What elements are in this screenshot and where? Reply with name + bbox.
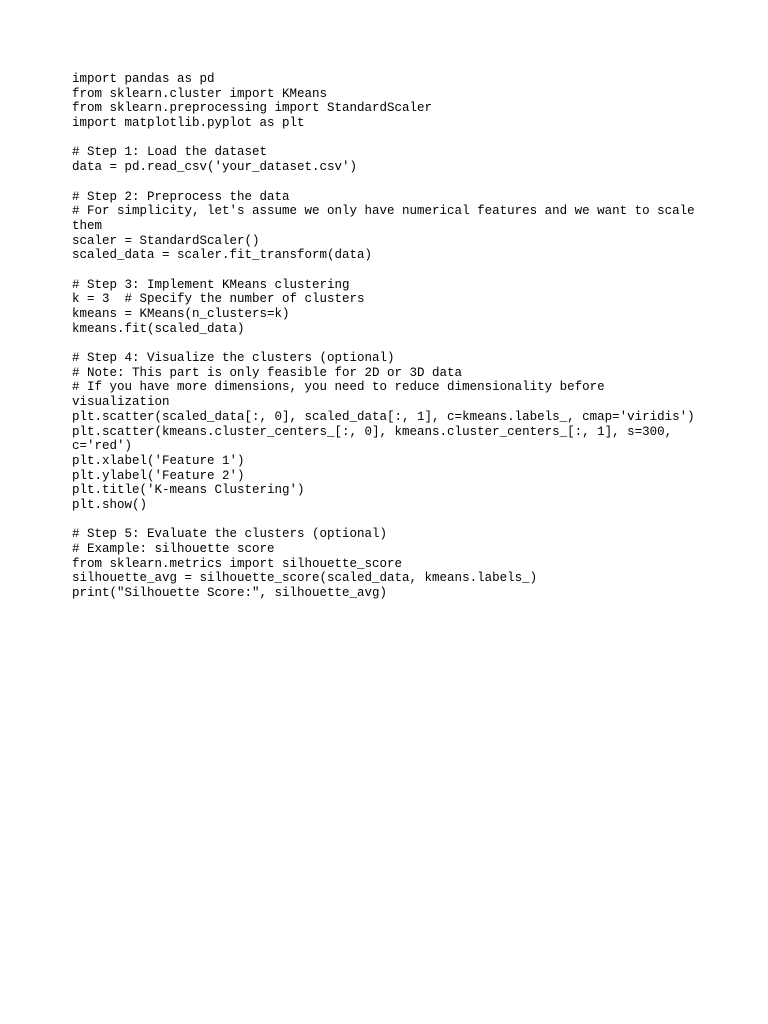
code-line: import pandas as pd — [72, 72, 215, 86]
code-line: plt.ylabel('Feature 2') — [72, 468, 245, 483]
code-line: # Step 5: Evaluate the clusters (optional) — [72, 527, 388, 542]
code-line: print("Silhouette Score:", silhouette_avg) — [72, 586, 388, 601]
code-line: plt.show() — [72, 497, 148, 512]
code-line: # If you have more dimensions, you need to reduce dimensionality before — [72, 380, 605, 395]
code-line: # Step 1: Load the dataset — [72, 145, 268, 160]
code-line: kmeans.fit(scaled_data) — [72, 321, 245, 336]
code-line — [72, 175, 702, 190]
code-line: from sklearn.metrics import silhouette_score — [72, 556, 403, 571]
code-line: c='red') — [72, 439, 133, 454]
code-line: data = pd.read_csv('your_dataset.csv') — [72, 160, 358, 175]
code-line: # Note: This part is only feasible for 2D or 3D data — [72, 365, 463, 380]
code-line: visualization — [72, 395, 170, 410]
code-line: # Step 2: Preprocess the data — [72, 189, 290, 204]
code-line: # For simplicity, let's assume we only have numerical features and we want to scale — [72, 204, 695, 219]
code-line — [72, 513, 702, 528]
code-line — [72, 131, 702, 146]
code-line: # Example: silhouette score — [72, 542, 275, 556]
code-line: plt.scatter(scaled_data[:, 0], scaled_data[:, 1], c=kmeans.labels_, cmap='viridis') — [72, 409, 695, 424]
code-line: scaler = StandardScaler() — [72, 233, 260, 248]
code-block — [72, 72, 702, 601]
code-line: k = 3 # Specify the number of clusters — [72, 292, 365, 307]
code-line: from sklearn.cluster import KMeans — [72, 86, 328, 101]
code-line: plt.xlabel('Feature 1') — [72, 453, 245, 468]
code-line: from sklearn.preprocessing import StandardScaler — [72, 101, 433, 116]
code-line — [72, 263, 702, 278]
code-line: kmeans = KMeans(n_clusters=k) — [72, 307, 290, 321]
code-line: # Step 3: Implement KMeans clustering — [72, 277, 350, 292]
code-line: import matplotlib.pyplot as plt — [72, 116, 305, 131]
code-line: scaled_data = scaler.fit_transform(data) — [72, 248, 373, 263]
code-line: plt.title('K-means Clustering') — [72, 483, 305, 498]
code-line: plt.scatter(kmeans.cluster_centers_[:, 0], kmeans.cluster_centers_[:, 1], s=300, — [72, 424, 673, 439]
code-line: # Step 4: Visualize the clusters (optional) — [72, 351, 395, 366]
code-line: them — [72, 218, 103, 233]
code-line — [72, 336, 702, 351]
code-line: silhouette_avg = silhouette_score(scaled_data, kmeans.labels_) — [72, 571, 538, 586]
